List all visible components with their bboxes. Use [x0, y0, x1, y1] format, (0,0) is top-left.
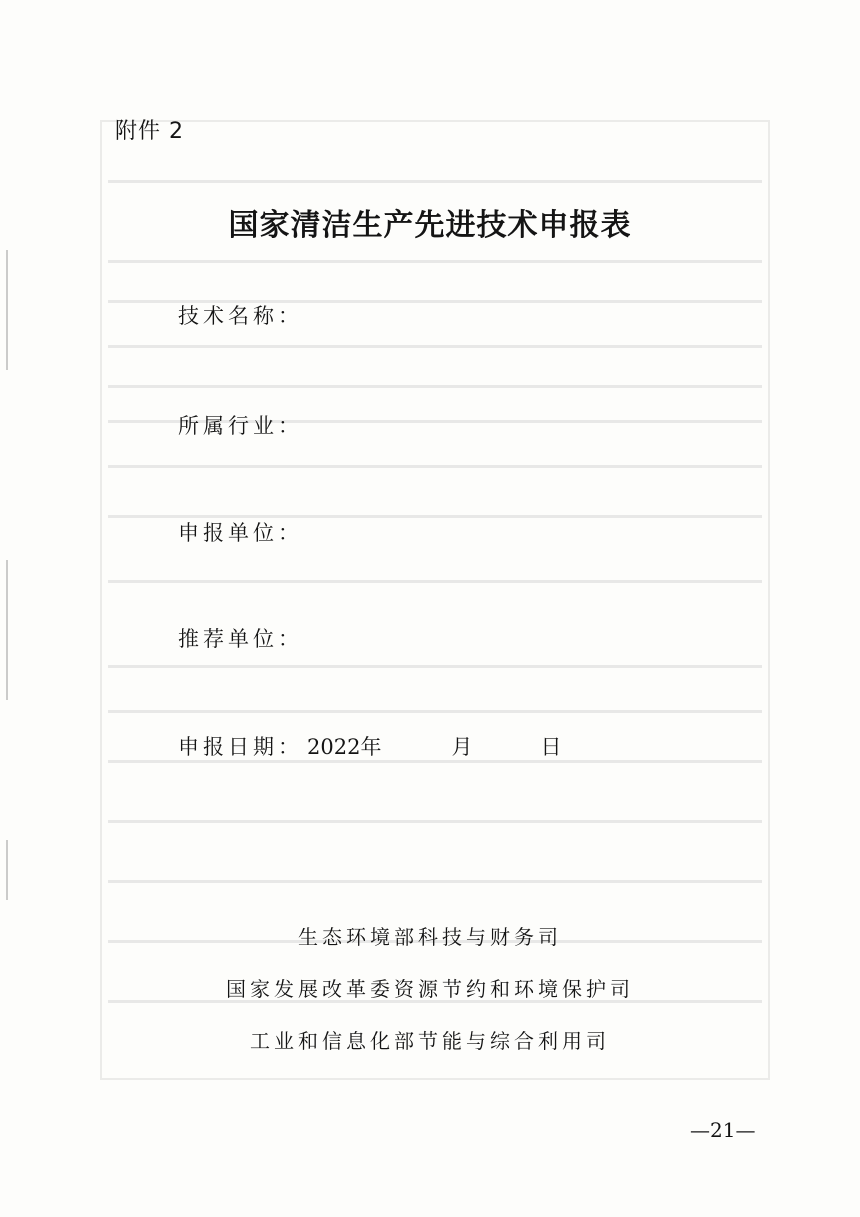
applicant-field	[178, 517, 303, 547]
page-title: 国家清洁生产先进技术申报表	[228, 208, 632, 243]
attachment-label: 附件 2	[115, 119, 184, 144]
tech-name-label: 技术名称：	[178, 304, 303, 328]
industry-label: 所属行业：	[178, 414, 303, 438]
tech-name-field	[178, 300, 303, 330]
ghost-line	[108, 345, 762, 348]
date-field	[178, 731, 561, 761]
ghost-line	[108, 260, 762, 263]
binding-edge-mark	[6, 840, 8, 900]
industry-field	[178, 410, 303, 440]
ghost-line	[108, 880, 762, 883]
ghost-line	[108, 465, 762, 468]
ghost-line	[108, 580, 762, 583]
date-day: 日	[540, 735, 562, 759]
recommender-field	[178, 623, 303, 653]
ghost-line	[108, 665, 762, 668]
date-label: 申报日期：	[178, 735, 303, 759]
binding-edge-mark	[6, 560, 8, 700]
ghost-line	[108, 180, 762, 183]
date-year: 2022年	[307, 735, 382, 759]
applicant-label: 申报单位：	[178, 521, 303, 545]
binding-edge-mark	[6, 250, 8, 370]
department-line-1: 生态环境部科技与财务司	[298, 925, 562, 949]
ghost-line	[108, 385, 762, 388]
department-line-3: 工业和信息化部节能与综合利用司	[250, 1029, 610, 1053]
ghost-line	[108, 820, 762, 823]
date-month: 月	[451, 735, 473, 759]
page-number: —21—	[690, 1118, 756, 1142]
department-line-2: 国家发展改革委资源节约和环境保护司	[226, 977, 634, 1001]
ghost-line	[108, 710, 762, 713]
recommender-label: 推荐单位：	[178, 627, 303, 651]
